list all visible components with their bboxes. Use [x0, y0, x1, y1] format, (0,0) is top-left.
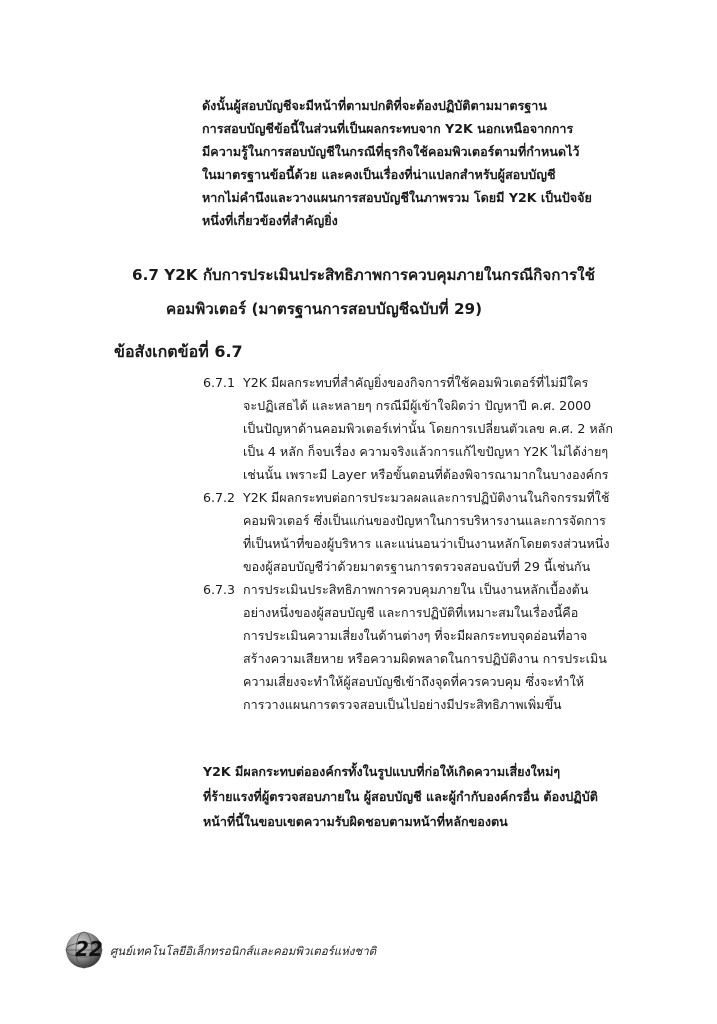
section-heading-line2: คอมพิวเตอร์ (มาตรฐานการสอบบัญชีฉบับที่ 29)	[166, 300, 483, 318]
intro-line: ดังนั้นผู้สอบบัญชีจะมีหน้าที่ตามปกติที่จะต้องปฏิบัติตามมาตรฐาน	[202, 98, 547, 113]
intro-line: มีความรู้ในการสอบบัญชีในกรณีที่ธุรกิจใช้คอมพิวเตอร์ตามที่กำหนดไว้	[202, 144, 580, 159]
item-line: อย่างหนึ่งของผู้สอบบัญชี และการปฏิบัติที่เหมาะสมในเรื่องนี้คือ	[243, 605, 579, 620]
item-line: Y2K มีผลกระทบที่สำคัญยิ่งของกิจการที่ใช้คอมพิวเตอร์ที่ไม่มีใคร	[243, 375, 589, 390]
item-line: ที่เป็นหน้าที่ของผู้บริหาร และแน่นอนว่าเป็นงานหลักโดยตรงส่วนหนึ่ง	[243, 536, 610, 551]
item-line: เป็นปัญหาด้านคอมพิวเตอร์เท่านั้น โดยการเปลี่ยนตัวเลข ค.ศ. 2 หลัก	[243, 421, 613, 436]
page-footer	[64, 930, 384, 970]
item-line: สร้างความเสียหาย หรือความผิดพลาดในการปฏิบัติงาน การประเมิน	[243, 651, 607, 666]
item-number: 6.7.2	[203, 490, 236, 505]
footer-organization: ศูนย์เทคโนโลยีอิเล็กทรอนิกส์และคอมพิวเตอร์แห่งชาติ	[110, 944, 377, 958]
section-heading-line1: 6.7 Y2K กับการประเมินประสิทธิภาพการควบคุมภายในกรณีกิจการใช้	[132, 266, 595, 284]
observation-title: ข้อสังเกตข้อที่ 6.7	[114, 342, 243, 361]
item-line: Y2K มีผลกระทบต่อการประมวลผลและการปฏิบัติงานในกิจกรรมที่ใช้	[243, 490, 610, 505]
item-line: ความเสี่ยงจะทำให้ผู้สอบบัญชีเข้าถึงจุดที่ควรควบคุม ซึ่งจะทำให้	[243, 674, 585, 689]
section-heading	[132, 258, 595, 326]
item-line: ของผู้สอบบัญชีว่าด้วยมาตรฐานการตรวจสอบฉบับที่ 29 นี้เช่นกัน	[243, 559, 591, 574]
closing-line: ที่ร้ายแรงที่ผู้ตรวจสอบภายใน ผู้สอบบัญชี และผู้กำกับองค์กรอื่น ต้องปฏิบัติ	[203, 789, 598, 804]
observation-list	[203, 371, 613, 716]
intro-line: ในมาตรฐานข้อนี้ด้วย และคงเป็นเรื่องที่น่าแปลกสำหรับผู้สอบบัญชี	[202, 167, 556, 182]
intro-line: การสอบบัญชีข้อนี้ในส่วนที่เป็นผลกระทบจาก Y2K นอกเหนือจากการ	[202, 121, 574, 136]
list-item	[203, 486, 613, 578]
item-number: 6.7.1	[203, 375, 236, 390]
intro-paragraph	[202, 94, 592, 232]
item-line: การประเมินประสิทธิภาพการควบคุมภายใน เป็นงานหลักเบื้องต้น	[243, 582, 589, 597]
intro-line: หากไม่คำนึงและวางแผนการสอบบัญชีในภาพรวม โดยมี Y2K เป็นปัจจัย	[202, 190, 592, 205]
item-line: การวางแผนการตรวจสอบเป็นไปอย่างมีประสิทธิภาพเพิ่มขึ้น	[243, 697, 562, 712]
item-line: จะปฏิเสธได้ และหลายๆ กรณีมีผู้เข้าใจผิดว่า ปัญหาปี ค.ศ. 2000	[243, 398, 592, 413]
item-number: 6.7.3	[203, 582, 236, 597]
closing-line: Y2K มีผลกระทบต่อองค์กรทั้งในรูปแบบที่ก่อให้เกิดความเสี่ยงใหม่ๆ	[203, 764, 561, 779]
intro-line: หนึ่งที่เกี่ยวข้องที่สำคัญยิ่ง	[202, 213, 338, 228]
item-line: การประเมินความเสี่ยงในด้านต่างๆ ที่จะมีผลกระทบจุดอ่อนที่อาจ	[243, 628, 588, 643]
closing-paragraph	[203, 759, 598, 834]
list-item	[203, 578, 613, 716]
item-line: คอมพิวเตอร์ ซึ่งเป็นแก่นของปัญหาในการบริหารงานและการจัดการ	[243, 513, 606, 528]
item-line: เช่นนั้น เพราะมี Layer หรือขั้นตอนที่ต้องพิจารณามากในบางองค์กร	[243, 467, 609, 482]
list-item	[203, 371, 613, 486]
closing-line: หน้าที่นี้ในขอบเขตความรับผิดชอบตามหน้าที่หลักของตน	[203, 814, 508, 829]
page-number: 22	[75, 937, 103, 961]
item-line: เป็น 4 หลัก ก็จบเรื่อง ความจริงแล้วการแก้ไขปัญหา Y2K ไม่ได้ง่ายๆ	[243, 444, 609, 459]
